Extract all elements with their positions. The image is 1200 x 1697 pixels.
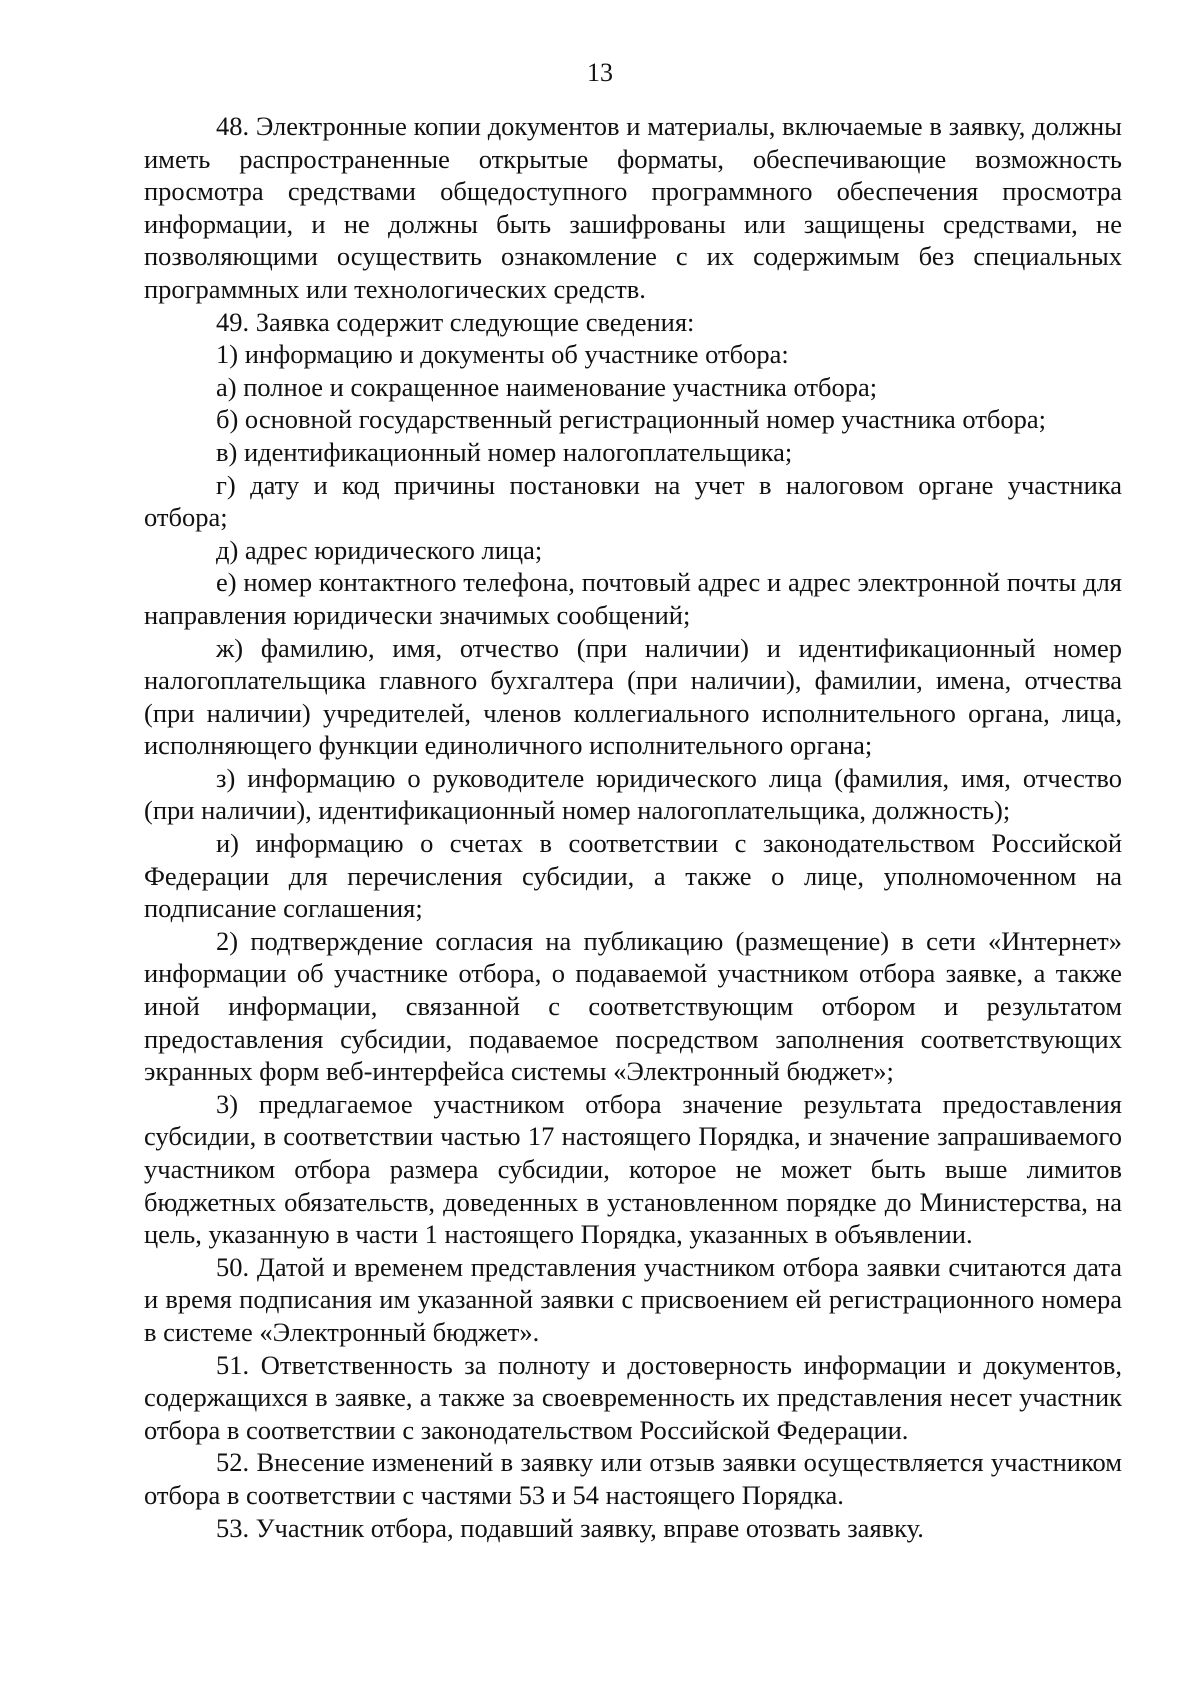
list-item-3: 3) предлагаемое участником отбора значение результата предоставления субсидии, в соответствии частью 17 настоящего Порядка, и значение запрашиваемого участником отбора размера субсидии, которое не может быть выше лимитов бюджетных обязательств, доведенных в установленном порядке до Министерства, на цель, указанную в части 1 настоящего Порядка, указанных в объявлении. [144, 1088, 1122, 1250]
paragraph-51: 51. Ответственность за полноту и достоверность информации и документов, содержащихся в заявке, а также за своевременность их представления несет участник отбора в соответствии с законодательством Российской Федерации. [144, 1349, 1122, 1445]
document-body [144, 110, 1122, 1544]
list-item-1v: в) идентификационный номер налогоплательщика; [216, 436, 793, 467]
list-item-1b: б) основной государственный регистрационный номер участника отбора; [216, 404, 1046, 435]
list-item-2: 2) подтверждение согласия на публикацию (размещение) в сети «Интернет» информации об участнике отбора, о подаваемой участником отбора заявке, а также иной информации, связанной с соответствующим отбором и результатом предоставления субсидии, подаваемое посредством заполнения соответствующих экранных форм веб-интерфейса системы «Электронный бюджет»; [144, 925, 1122, 1087]
paragraph-53: 53. Участник отбора, подавший заявку, вправе отозвать заявку. [216, 1512, 924, 1543]
list-item-1e: е) номер контактного телефона, почтовый адрес и адрес электронной почты для направления юридически значимых сообщений; [144, 567, 1122, 630]
paragraph-48: 48. Электронные копии документов и материалы, включаемые в заявку, должны иметь распространенные открытые форматы, обеспечивающие возможность просмотра средствами общедоступного программного обеспечения просмотра информации, и не должны быть зашифрованы или защищены средствами, не позволяющими осуществить ознакомление с их содержимым без специальных программных или технологических средств. [144, 111, 1122, 304]
paragraph-52: 52. Внесение изменений в заявку или отзыв заявки осуществляется участником отбора в соответствии с частями 53 и 54 настоящего Порядка. [144, 1447, 1122, 1510]
paragraph-49: 49. Заявка содержит следующие сведения: [216, 306, 695, 337]
list-item-1z: з) информацию о руководителе юридического лица (фамилия, имя, отчество (при наличии), идентификационный номер налогоплательщика, должность); [144, 762, 1122, 826]
list-item-1zh: ж) фамилию, имя, отчество (при наличии) и идентификационный номер налогоплательщика главного бухгалтера (при наличии), фамилии, имена, отчества (при наличии) учредителей, членов коллегиального исполнительного органа, лица, исполняющего функции единоличного исполнительного органа; [144, 632, 1122, 761]
list-item-1: 1) информацию и документы об участнике отбора: [216, 339, 789, 370]
list-item-1d: д) адрес юридического лица; [216, 534, 543, 565]
list-item-1a: а) полное и сокращенное наименование участника отбора; [216, 371, 878, 402]
page-number: 13 [587, 58, 613, 87]
list-item-1g: г) дату и код причины постановки на учет в налоговом органе участника отбора; [144, 469, 1122, 533]
list-item-1i: и) информацию о счетах в соответствии с законодательством Российской Федерации для перечисления субсидии, а также о лице, уполномоченном на подписание соглашения; [144, 828, 1122, 924]
paragraph-50: 50. Датой и временем представления участником отбора заявки считаются дата и время подписания им указанной заявки с присвоением ей регистрационного номера в системе «Электронный бюджет». [144, 1251, 1122, 1347]
